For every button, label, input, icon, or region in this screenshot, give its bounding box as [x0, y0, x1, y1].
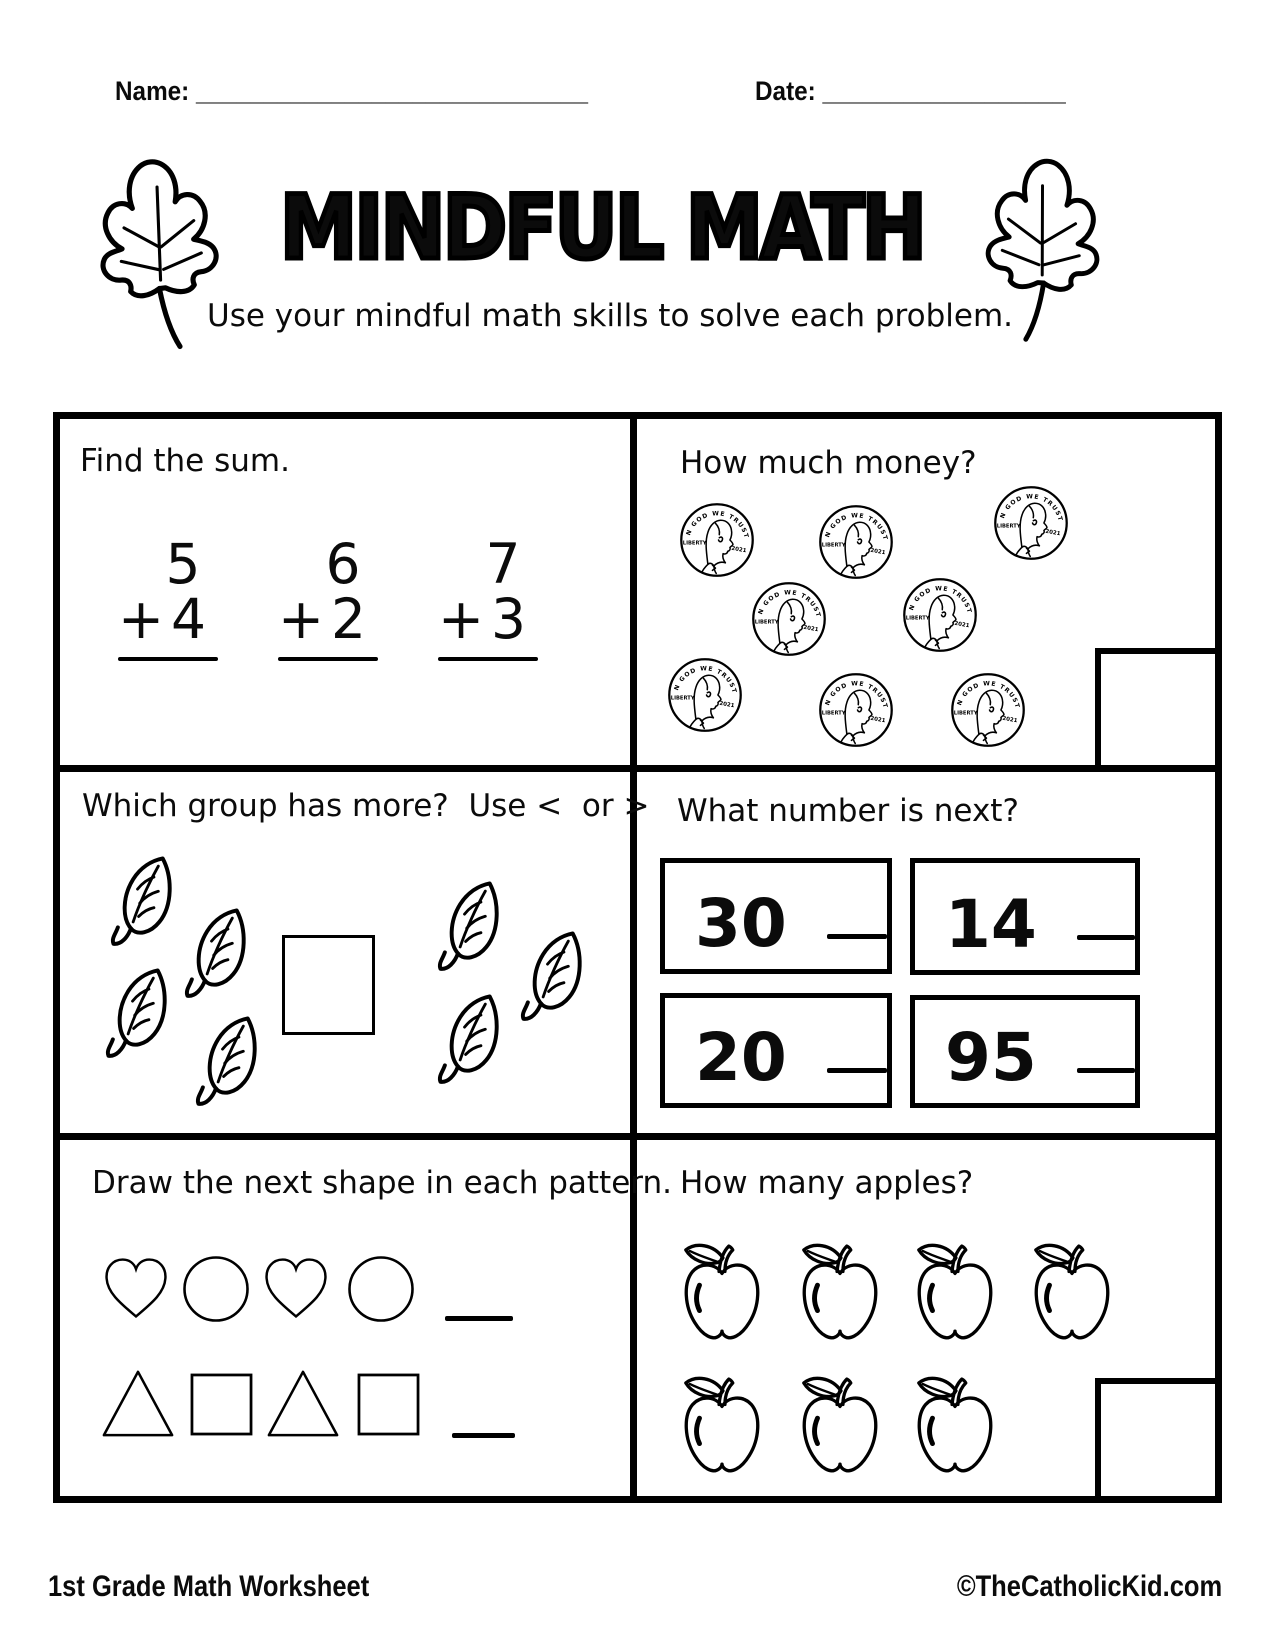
problem-title: How much money?: [680, 445, 977, 481]
addend-bottom: 3: [491, 587, 526, 651]
problem-title: Draw the next shape in each pattern.: [92, 1165, 672, 1201]
plus-sign: +: [118, 587, 165, 651]
leaf-icon: [193, 1013, 263, 1118]
circle-shape-icon: [182, 1255, 250, 1323]
number-sequence-box: [660, 993, 892, 1108]
apple-icon: [678, 1373, 766, 1479]
penny-coin-icon: [667, 657, 743, 733]
plus-sign: +: [278, 587, 325, 651]
addend-bottom: 4: [171, 587, 206, 651]
problem-next-number: [637, 772, 1215, 1140]
answer-box[interactable]: [1095, 648, 1215, 765]
answer-blank-line[interactable]: [445, 1316, 513, 1321]
problem-grid: [53, 412, 1222, 1503]
answer-line[interactable]: [438, 657, 538, 661]
problem-money: [637, 419, 1215, 772]
heart-shape-icon: [100, 1252, 172, 1324]
addition-problem: [438, 532, 538, 661]
triangle-shape-icon: [100, 1366, 176, 1440]
triangle-shape-icon: [265, 1366, 341, 1440]
problem-title: Which group has more? Use < or >: [82, 788, 650, 824]
circle-shape-icon: [347, 1255, 415, 1323]
penny-coin-icon: [679, 502, 755, 578]
problem-title: What number is next?: [677, 793, 1019, 829]
answer-blank-line[interactable]: [452, 1433, 515, 1438]
apple-icon: [678, 1240, 766, 1346]
addition-problem: [118, 532, 218, 661]
date-label: Date:: [755, 76, 816, 106]
addend-top: 5: [165, 532, 201, 596]
apple-icon: [1028, 1240, 1116, 1346]
addend-top: 6: [325, 532, 361, 596]
name-row: [115, 76, 588, 107]
leaf-icon: [182, 905, 252, 1010]
answer-line[interactable]: [118, 657, 218, 661]
addend-bottom: 2: [331, 587, 366, 651]
heart-shape-icon: [260, 1252, 332, 1324]
name-line[interactable]: _____________________________: [196, 76, 588, 106]
answer-blank-line[interactable]: [827, 934, 887, 939]
square-shape-icon: [357, 1373, 420, 1436]
leaf-icon: [108, 853, 178, 958]
number-sequence-box: [910, 995, 1140, 1108]
leaf-icon: [435, 878, 505, 983]
apple-icon: [796, 1373, 884, 1479]
penny-coin-icon: [993, 485, 1069, 561]
leaf-icon: [518, 928, 588, 1033]
footer-worksheet-label: 1st Grade Math Worksheet: [48, 1570, 370, 1603]
problem-title: How many apples?: [680, 1165, 974, 1201]
addend-top: 7: [485, 532, 521, 596]
comparison-answer-box[interactable]: [282, 935, 375, 1035]
sequence-number: 20: [695, 1018, 787, 1096]
answer-blank-line[interactable]: [1077, 935, 1135, 940]
sequence-number: 30: [695, 884, 787, 962]
page-title: MINDFUL MATH: [280, 176, 924, 279]
problem-find-sum: [60, 419, 637, 772]
problem-pattern: [60, 1140, 672, 1496]
number-sequence-box: [660, 858, 892, 974]
problem-apples: [637, 1140, 1215, 1496]
addition-problem: [278, 532, 378, 661]
apple-icon: [911, 1240, 999, 1346]
footer-copyright: ©TheCatholicKid.com: [956, 1570, 1222, 1603]
answer-blank-line[interactable]: [1077, 1068, 1135, 1073]
plus-sign: +: [438, 587, 485, 651]
penny-coin-icon: [902, 577, 978, 653]
date-line[interactable]: __________________: [822, 76, 1066, 106]
problem-title: Find the sum.: [80, 443, 290, 479]
square-shape-icon: [190, 1373, 253, 1436]
date-row: [755, 76, 1066, 107]
page-subtitle: Use your mindful math skills to solve each problem.: [207, 298, 1013, 334]
penny-coin-icon: [818, 504, 894, 580]
problem-compare: [60, 772, 650, 1140]
number-sequence-box: [910, 858, 1140, 975]
penny-coin-icon: [818, 672, 894, 748]
answer-blank-line[interactable]: [827, 1068, 887, 1073]
leaf-icon: [103, 965, 173, 1070]
sequence-number: 14: [945, 885, 1037, 963]
leaf-icon: [435, 991, 505, 1096]
penny-coin-icon: [751, 581, 827, 657]
apple-icon: [911, 1373, 999, 1479]
penny-coin-icon: [950, 672, 1026, 748]
answer-line[interactable]: [278, 657, 378, 661]
sequence-number: 95: [945, 1018, 1037, 1096]
name-label: Name:: [115, 76, 190, 106]
apple-icon: [796, 1240, 884, 1346]
answer-box[interactable]: [1095, 1378, 1215, 1496]
